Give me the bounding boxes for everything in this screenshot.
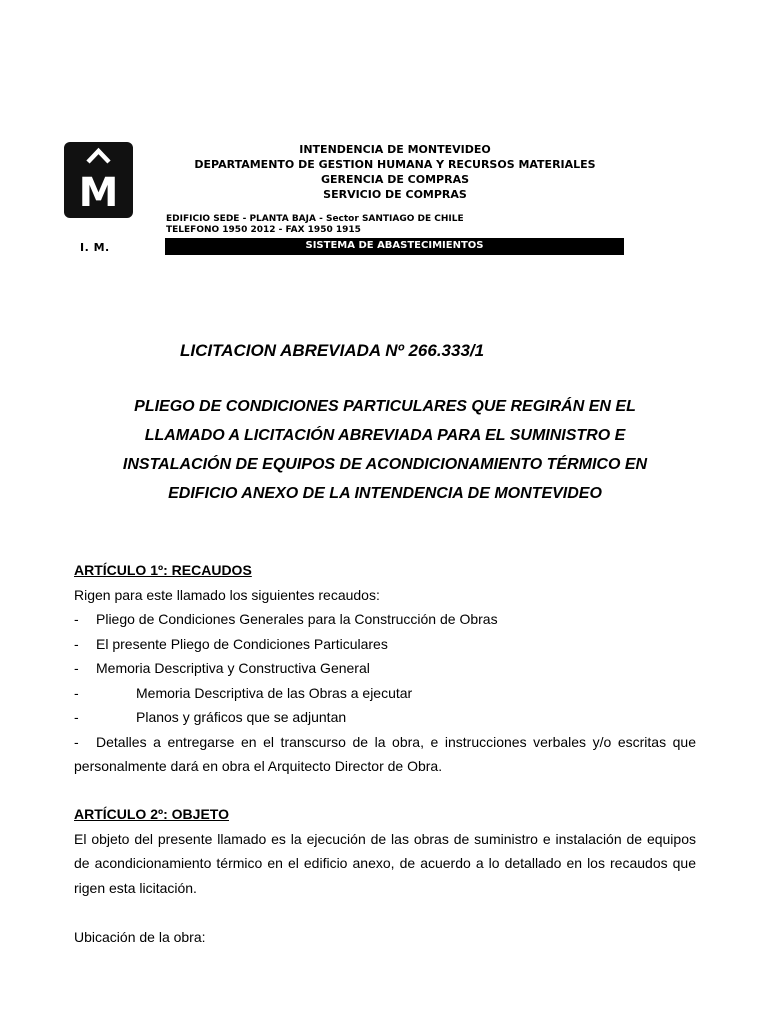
location-label: Ubicación de la obra: bbox=[74, 928, 206, 945]
letterhead-line: INTENDENCIA DE MONTEVIDEO bbox=[299, 143, 491, 156]
bullet-dash: - bbox=[74, 660, 79, 676]
list-item bbox=[74, 730, 696, 779]
list-item-text: Detalles a entregarse en el transcurso de la obra, e instrucciones verbales y/o escritas que personalmente dará en obra el Arquitecto Director de Obra. bbox=[74, 733, 696, 774]
phone-fax-line: TELEFONO 1950 2012 - FAX 1950 1915 bbox=[166, 225, 361, 235]
list-item-text: Memoria Descriptiva y Constructiva General bbox=[96, 660, 370, 676]
list-item-text: Pliego de Condiciones Generales para la Construcción de Obras bbox=[96, 611, 498, 627]
letterhead-line: GERENCIA DE COMPRAS bbox=[320, 173, 470, 186]
article-1-intro: Rigen para este llamado los siguientes recaudos: bbox=[74, 586, 380, 603]
pliego-line: PLIEGO DE CONDICIONES PARTICULARES QUE REGIRÁN EN EL bbox=[134, 398, 636, 415]
article-2-paragraph: El objeto del presente llamado es la ejecución de las obras de suministro e instalación de equipos de acondicionamiento térmico en el edificio anexo, de acuerdo a lo detallado en los recaudos que rigen esta licitación. bbox=[74, 830, 696, 896]
letterhead bbox=[165, 142, 625, 202]
list-item bbox=[74, 656, 696, 681]
intendencia-logo bbox=[64, 142, 133, 218]
list-item-text: El presente Pliego de Condiciones Particulares bbox=[96, 635, 388, 652]
article-1 bbox=[74, 558, 696, 779]
logo-caption: I. M. bbox=[80, 241, 110, 254]
bullet-dash: - bbox=[74, 635, 79, 652]
document-title: LICITACION ABREVIADA Nº 266.333/1 bbox=[180, 341, 485, 360]
letterhead-line: DEPARTAMENTO DE GESTION HUMANA Y RECURSOS MATERIALES bbox=[194, 158, 596, 171]
logo-emblem-icon bbox=[64, 142, 133, 218]
list-item-text: Planos y gráficos que se adjuntan bbox=[136, 709, 347, 725]
list-item bbox=[74, 607, 696, 632]
pliego-line: LLAMADO A LICITACIÓN ABREVIADA PARA EL SUMINISTRO E bbox=[144, 427, 626, 444]
address-block bbox=[166, 214, 464, 236]
logo-letter: M bbox=[78, 170, 119, 216]
list-item bbox=[74, 705, 696, 730]
list-item bbox=[74, 632, 696, 657]
article-1-heading: ARTÍCULO 1º: RECAUDOS bbox=[74, 562, 252, 578]
bullet-dash: - bbox=[74, 733, 79, 750]
list-item bbox=[74, 681, 696, 706]
pliego-heading bbox=[70, 392, 700, 508]
address-line: EDIFICIO SEDE - PLANTA BAJA - Sector SANTIAGO DE CHILE bbox=[166, 214, 464, 224]
letterhead-line: SERVICIO DE COMPRAS bbox=[323, 188, 467, 201]
bullet-dash: - bbox=[74, 684, 79, 701]
article-2-heading: ARTÍCULO 2º: OBJETO bbox=[74, 806, 229, 822]
system-bar: SISTEMA DE ABASTECIMIENTOS bbox=[165, 238, 624, 255]
bullet-dash: - bbox=[74, 709, 79, 725]
article-2 bbox=[74, 802, 696, 949]
list-item-text: Memoria Descriptiva de las Obras a ejecutar bbox=[136, 684, 413, 701]
bullet-dash: - bbox=[74, 611, 79, 627]
pliego-line: INSTALACIÓN DE EQUIPOS DE ACONDICIONAMIENTO TÉRMICO EN bbox=[122, 456, 648, 473]
pliego-line: EDIFICIO ANEXO DE LA INTENDENCIA DE MONTEVIDEO bbox=[168, 485, 602, 502]
